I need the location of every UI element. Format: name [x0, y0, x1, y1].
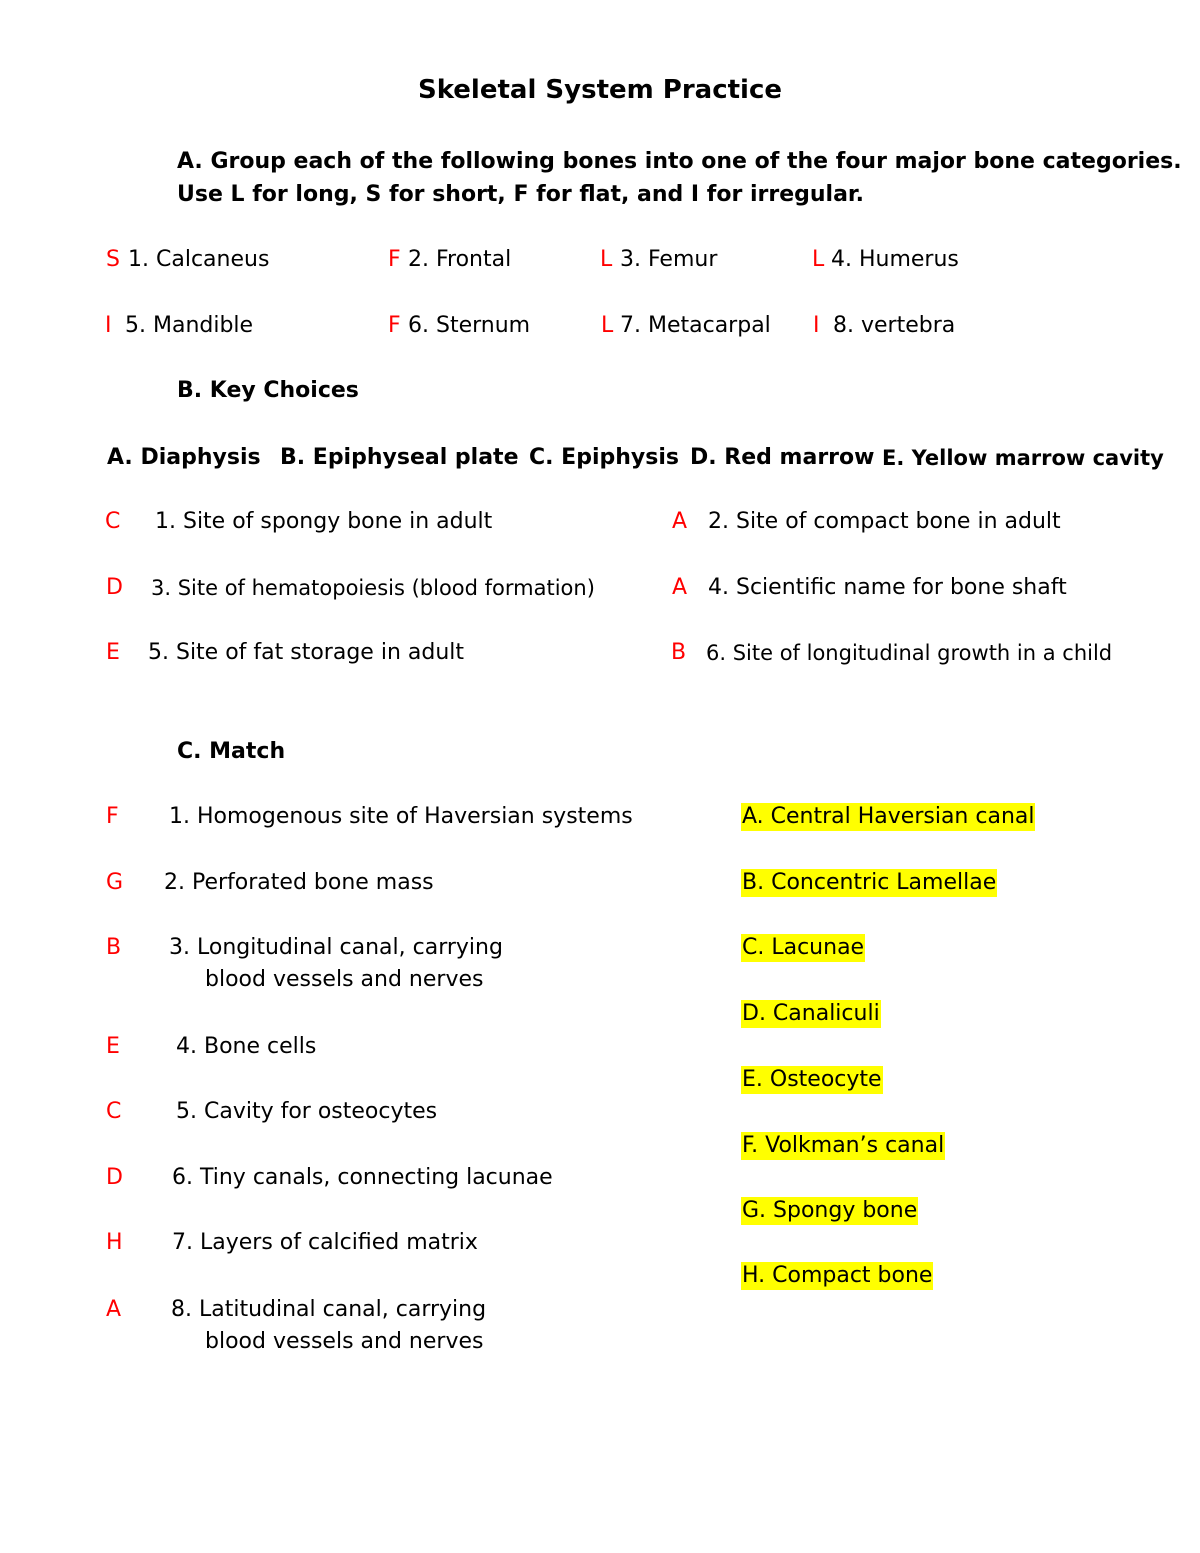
match-option: F. Volkman’s canal [742, 1133, 945, 1158]
match-item-cont: blood vessels and nerves [205, 1329, 484, 1354]
bone-item: 8. vertebra [833, 313, 956, 338]
page-title: Skeletal System Practice [417, 75, 782, 105]
answer: A [106, 1297, 122, 1322]
match-option: H. Compact bone [742, 1263, 933, 1288]
question: 6. Site of longitudinal growth in a child [706, 641, 1113, 665]
answer: L [812, 247, 825, 272]
question: 4. Scientific name for bone shaft [708, 575, 1067, 600]
match-item: 2. Perforated bone mass [164, 870, 434, 895]
answer: L [600, 247, 613, 272]
answer: I [813, 313, 820, 338]
match-item: 4. Bone cells [176, 1034, 317, 1059]
answer: F [388, 247, 401, 272]
match-option: C. Lacunae [742, 935, 865, 960]
answer: L [601, 313, 614, 338]
section-c-heading: C. Match [177, 739, 286, 764]
match-item: 8. Latitudinal canal, carrying [171, 1297, 487, 1322]
answer: B [671, 640, 687, 665]
match-item: 3. Longitudinal canal, carrying [169, 935, 503, 960]
key-choice: E. Yellow marrow cavity [882, 446, 1164, 470]
answer: A [672, 575, 688, 600]
bone-item: 4. Humerus [831, 247, 959, 272]
answer: E [106, 1034, 120, 1059]
answer: I [105, 313, 112, 338]
question: 1. Site of spongy bone in adult [155, 509, 493, 534]
key-choice: A. Diaphysis [107, 445, 261, 470]
bone-item: 2. Frontal [408, 247, 512, 272]
section-a-instructions: A. Group each of the following bones into one of the four major bone categories. [177, 149, 1182, 174]
key-choice: C. Epiphysis [529, 445, 679, 470]
match-option: A. Central Haversian canal [742, 804, 1035, 829]
key-choice: D. Red marrow [690, 445, 875, 470]
bone-item: 5. Mandible [125, 313, 254, 338]
answer: F [388, 313, 401, 338]
answer: C [105, 509, 121, 534]
match-item: 7. Layers of calcified matrix [172, 1230, 478, 1255]
bone-item: 7. Metacarpal [620, 313, 771, 338]
answer: B [106, 935, 122, 960]
question: 2. Site of compact bone in adult [708, 509, 1061, 534]
answer: S [106, 247, 120, 272]
match-option: B. Concentric Lamellae [742, 870, 997, 895]
answer: A [672, 509, 688, 534]
section-a-instructions: Use L for long, S for short, F for flat, and I for irregular. [177, 182, 864, 207]
match-item: 5. Cavity for osteocytes [176, 1099, 438, 1124]
bone-item: 3. Femur [620, 247, 718, 272]
match-option: E. Osteocyte [742, 1067, 882, 1092]
answer: D [106, 575, 123, 600]
answer: C [106, 1099, 122, 1124]
bone-item: 6. Sternum [408, 313, 531, 338]
section-b-heading: B. Key Choices [177, 378, 359, 403]
answer: E [106, 640, 120, 665]
question: 3. Site of hematopoiesis (blood formation) [151, 576, 595, 600]
match-item: 6. Tiny canals, connecting lacunae [172, 1165, 553, 1190]
match-item: 1. Homogenous site of Haversian systems [169, 804, 633, 829]
match-option: D. Canaliculi [742, 1001, 880, 1026]
match-item-cont: blood vessels and nerves [205, 967, 484, 992]
match-option: G. Spongy bone [742, 1198, 918, 1223]
answer: H [106, 1230, 123, 1255]
answer: G [106, 870, 124, 895]
bone-item: 1. Calcaneus [128, 247, 270, 272]
answer: D [106, 1165, 123, 1190]
question: 5. Site of fat storage in adult [148, 640, 465, 665]
key-choice: B. Epiphyseal plate [280, 445, 519, 470]
answer: F [106, 804, 119, 829]
